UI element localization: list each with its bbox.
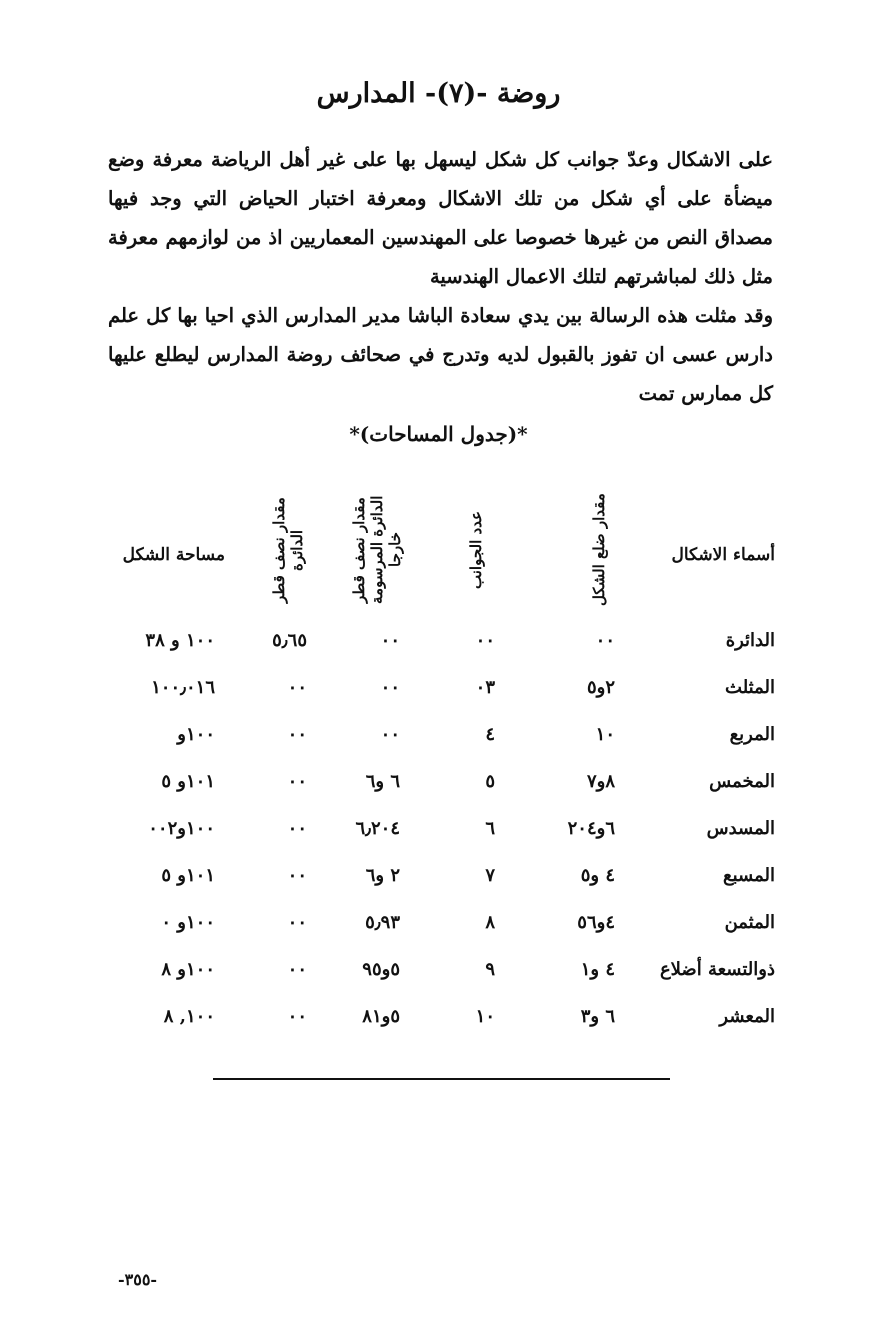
cell-inner-radius: ٠٠ xyxy=(287,865,307,886)
cell-outer-radius: ٦٫٢٠٤ xyxy=(355,818,400,839)
cell-side: ٨و٧ xyxy=(586,771,615,792)
cell-area: ١٠٠و ٨ xyxy=(161,959,215,980)
horizontal-rule xyxy=(213,1078,670,1080)
cell-name: المعشر xyxy=(719,1006,775,1027)
cell-count: ٥ xyxy=(485,771,495,792)
cell-inner-radius: ٥٫٦٥ xyxy=(272,630,307,651)
cell-side: ٤ و١ xyxy=(580,959,615,980)
table-row xyxy=(100,902,775,949)
cell-outer-radius: ٥و٨١ xyxy=(362,1006,400,1027)
cell-inner-radius: ٠٠ xyxy=(287,771,307,792)
table-row xyxy=(100,761,775,808)
header-inner-radius: مقدار نصف قطر الدائرة xyxy=(270,497,306,603)
cell-inner-radius: ٠٠ xyxy=(287,818,307,839)
table-row xyxy=(100,996,775,1043)
cell-count: ٠٠ xyxy=(475,630,495,651)
header-shape-names: أسماء الاشكال xyxy=(671,545,775,565)
cell-name: ذوالتسعة أضلاع xyxy=(659,959,775,980)
cell-area: ١٠١و ٥ xyxy=(161,865,215,886)
cell-area: ١٠٠و ٠ xyxy=(161,912,215,933)
cell-area: ١٠١و ٥ xyxy=(161,771,215,792)
cell-area: ١٠٠و٠٠٢ xyxy=(148,818,215,839)
table-row xyxy=(100,949,775,996)
cell-count: ٧ xyxy=(485,865,495,886)
cell-name: الدائرة xyxy=(725,630,775,651)
cell-count: ٩ xyxy=(485,959,495,980)
cell-side: ١٠ xyxy=(595,724,615,745)
cell-side: ٠٠ xyxy=(595,630,615,651)
cell-outer-radius: ٠٠ xyxy=(380,677,400,698)
table-row xyxy=(100,620,775,667)
cell-area: ١٠٠, ٨ xyxy=(163,1006,215,1027)
cell-side: ٢و٥ xyxy=(586,677,615,698)
cell-name: المسدس xyxy=(706,818,775,839)
cell-name: المسبع xyxy=(723,865,775,886)
cell-outer-radius: ٢ و٦ xyxy=(365,865,400,886)
cell-count: ٤ xyxy=(485,724,495,745)
cell-inner-radius: ٠٠ xyxy=(287,959,307,980)
cell-inner-radius: ٠٠ xyxy=(287,1006,307,1027)
body-text xyxy=(108,140,773,413)
page-number: -٣٥٥- xyxy=(118,1270,158,1289)
paragraph-1: على الاشكال وعدّ جوانب كل شكل ليسهل بها على غير أهل الرياضة معرفة وضع ميضأة على أي شكل من تلك الاشكال ومعرفة اختبار الحياض التي وجد فيها مصداق النص من غيرها خصوصا على المهندسين المعماريين اذ من لوازمهم معرفة مثل ذلك لمباشرتهم لتلك الاعمال الهندسية xyxy=(108,148,773,288)
cell-area: ١٠٠٫٠١٦ xyxy=(151,677,215,698)
cell-area: ١٠٠ و ٣٨ xyxy=(145,630,215,651)
cell-count: ٠٣ xyxy=(475,677,495,698)
cell-count: ٨ xyxy=(485,912,495,933)
cell-name: المربع xyxy=(729,724,775,745)
table-row xyxy=(100,855,775,902)
cell-count: ١٠ xyxy=(475,1006,495,1027)
cell-inner-radius: ٠٠ xyxy=(287,724,307,745)
header-outer-radius: مقدار نصف قطر الدائرة المرسومة خارجا xyxy=(350,495,404,605)
cell-outer-radius: ٥و٩٥ xyxy=(362,959,400,980)
cell-outer-radius: ٠٠ xyxy=(380,630,400,651)
cell-outer-radius: ٠٠ xyxy=(380,724,400,745)
cell-side: ٦ و٣ xyxy=(580,1006,615,1027)
cell-side: ٦و٢٠٤ xyxy=(567,818,615,839)
header-area: مساحة الشكل xyxy=(122,545,225,565)
cell-side: ٤ و٥ xyxy=(580,865,615,886)
table-row xyxy=(100,667,775,714)
cell-inner-radius: ٠٠ xyxy=(287,677,307,698)
cell-outer-radius: ٦ و٦ xyxy=(365,771,400,792)
table-row xyxy=(100,714,775,761)
cell-count: ٦ xyxy=(485,818,495,839)
cell-name: المخمس xyxy=(709,771,775,792)
header-side-count: عدد الجوانب xyxy=(467,511,485,589)
cell-side: ٤و٥٦ xyxy=(577,912,615,933)
areas-table xyxy=(100,490,775,1043)
table-title: *(جدول المساحات)* xyxy=(349,422,528,446)
cell-inner-radius: ٠٠ xyxy=(287,912,307,933)
table-row xyxy=(100,808,775,855)
cell-name: المثمن xyxy=(724,912,775,933)
cell-outer-radius: ٥٫٩٣ xyxy=(365,912,400,933)
paragraph-2: وقد مثلت هذه الرسالة بين يدي سعادة الباشا مدير المدارس الذي احيا بها كل علم دارس عسى ان تفوز بالقبول لديه وتدرج في صحائف روضة المدارس ليطلع عليها كل ممارس تمت xyxy=(108,304,773,405)
page-title: روضة -(٧)- المدارس xyxy=(316,78,561,109)
cell-name: المثلث xyxy=(725,677,775,698)
cell-area: ١٠٠و xyxy=(177,724,215,745)
header-side-length: مقدار ضلع الشكل xyxy=(590,493,608,607)
table-header xyxy=(100,490,775,620)
